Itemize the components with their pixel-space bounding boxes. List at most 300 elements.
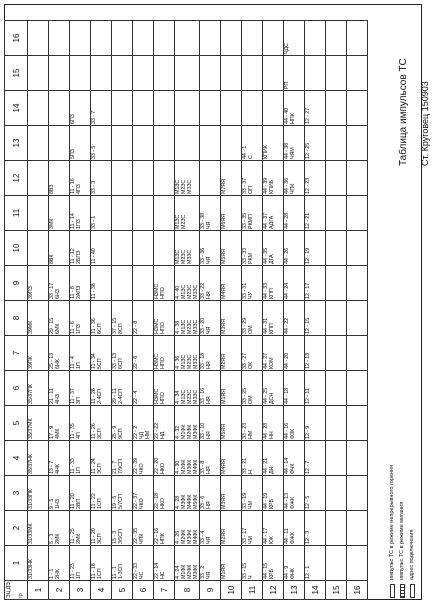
- table-cell: [326, 231, 347, 266]
- table-cell: [91, 231, 112, 266]
- cell-text: М1ЗС: [181, 354, 187, 369]
- cell-text: М3ЗС: [187, 179, 193, 194]
- cell-text: 5СП: [97, 358, 103, 369]
- cell-text: М4ФК: [193, 459, 199, 474]
- cell-text: 11 - 8: [70, 286, 76, 299]
- legend-text: импульс ТС в режиме непрерывного горения: [389, 464, 395, 580]
- table-cell: [175, 371, 200, 406]
- table-cell: [200, 126, 221, 161]
- impulse-table: [4, 20, 368, 600]
- table-cell: [305, 21, 326, 56]
- table-row: [284, 21, 305, 600]
- table-cell: [49, 546, 70, 581]
- table-cell: [175, 441, 200, 476]
- table-cell: [28, 91, 49, 126]
- cell-text: 44 - 23: [263, 422, 269, 439]
- cell-text: 1СП: [97, 568, 103, 579]
- cell-text: М5ЯЯ: [221, 424, 227, 439]
- cell-text: 33 - 13: [112, 352, 118, 369]
- table-cell: [49, 511, 70, 546]
- table-cell: [200, 231, 221, 266]
- cell-text: НЗМС: [154, 353, 160, 369]
- table-cell: [347, 511, 368, 546]
- cell-text: 11 - 1: [112, 566, 118, 579]
- table-row: [326, 21, 347, 600]
- cell-text: 1П: [76, 467, 82, 474]
- cell-text: 44 - 26: [284, 247, 290, 264]
- table-row: [347, 21, 368, 600]
- cell-text: 17 - 9: [49, 425, 55, 439]
- cell-text: 44 - 27: [263, 352, 269, 369]
- table-cell: [326, 546, 347, 581]
- cell-text: НЗМС: [154, 283, 160, 299]
- row-number: 13: [284, 581, 305, 600]
- table-cell: [154, 476, 175, 511]
- table-cell: [221, 91, 242, 126]
- table-cell: [326, 441, 347, 476]
- table-cell: [305, 336, 326, 371]
- table-cell: [284, 441, 305, 476]
- row-number: 3: [70, 581, 91, 600]
- cell-text: М3ЯЯ: [221, 319, 227, 334]
- table-cell: [49, 476, 70, 511]
- cell-text: 12 - 9: [305, 425, 311, 439]
- table-cell: [263, 546, 284, 581]
- table-cell: [326, 21, 347, 56]
- table-cell: [263, 21, 284, 56]
- cell-text: М2ЗС: [187, 389, 193, 404]
- table-cell: [49, 441, 70, 476]
- cell-text: НМ: [248, 430, 254, 439]
- cell-text: 12 - 1: [305, 565, 311, 579]
- table-cell: [49, 231, 70, 266]
- document-title: Таблица импульсов ТС: [398, 58, 409, 166]
- cell-text: 33 - 8: [200, 460, 206, 474]
- cell-text: 12 - 11: [305, 388, 311, 404]
- cell-text: КРБ: [269, 499, 275, 509]
- table-cell: [263, 406, 284, 441]
- cell-text: 1-3СП: [118, 563, 124, 579]
- table-cell: [133, 231, 154, 266]
- cell-text: КРБ: [269, 569, 275, 579]
- cell-text: 11 - 20: [70, 493, 76, 509]
- cell-text: КПИК: [263, 145, 269, 159]
- row-number: 14: [305, 581, 326, 600]
- cell-text: НЯ: [206, 291, 212, 299]
- table-cell: [284, 231, 305, 266]
- cell-text: 19 - 5: [112, 495, 118, 509]
- cell-text: 39ПЗ: [28, 286, 34, 299]
- table-cell: [263, 161, 284, 196]
- cell-text: 44 - 18: [284, 387, 290, 404]
- table-cell: [221, 511, 242, 546]
- table-cell: [70, 126, 91, 161]
- table-cell: [326, 511, 347, 546]
- table-cell: [326, 476, 347, 511]
- row-number: 2: [49, 581, 70, 600]
- cell-text: 31/33ПК: [28, 489, 34, 509]
- table-row: [242, 21, 263, 600]
- cell-text: М3ФК: [187, 459, 193, 474]
- table-cell: [347, 266, 368, 301]
- cell-text: НЗМС: [154, 388, 160, 404]
- table-cell: [70, 441, 91, 476]
- table-cell: [70, 21, 91, 56]
- table-cell: [242, 161, 263, 196]
- table-cell: [200, 546, 221, 581]
- table-cell: [49, 21, 70, 56]
- cell-text: 37 - 15: [112, 317, 118, 334]
- table-cell: [112, 56, 133, 91]
- cell-text: М2ЗС: [187, 319, 193, 334]
- column-header-row: [5, 21, 28, 600]
- cell-text: ЧС: [139, 571, 145, 579]
- table-cell: [284, 406, 305, 441]
- table-cell: [284, 161, 305, 196]
- table-cell: [154, 196, 175, 231]
- table-cell: [175, 91, 200, 126]
- table-cell: [221, 546, 242, 581]
- cell-text: ДН: [269, 466, 275, 474]
- cell-text: 33 - 17: [49, 282, 55, 299]
- table-cell: [326, 336, 347, 371]
- table-cell: [305, 476, 326, 511]
- cell-text: М3ФК: [187, 529, 193, 544]
- table-cell: [305, 441, 326, 476]
- table-cell: [263, 371, 284, 406]
- table-cell: [284, 266, 305, 301]
- table-cell: [200, 161, 221, 196]
- table-cell: [200, 371, 221, 406]
- cell-text: 11 - 24: [91, 458, 97, 474]
- row-number: 4: [91, 581, 112, 600]
- cell-text: 4 - 38: [175, 320, 181, 334]
- table-cell: [175, 56, 200, 91]
- cell-text: ЧМ: [248, 501, 254, 509]
- cell-text: 22 - 22: [154, 422, 160, 439]
- cell-text: 12 - 5: [305, 495, 311, 509]
- cell-text: 44 - 39: [263, 177, 269, 194]
- table-cell: [70, 266, 91, 301]
- table-cell: [28, 56, 49, 91]
- cell-text: 4 - 34: [175, 390, 181, 404]
- cell-text: 44 - 1: [242, 145, 248, 159]
- cell-text: ОК: [248, 361, 254, 369]
- table-cell: [242, 231, 263, 266]
- table-cell: [200, 266, 221, 301]
- table-cell: [221, 371, 242, 406]
- cell-text: 33 - 6: [200, 495, 206, 509]
- cell-text: 11 - 20: [91, 528, 97, 544]
- table-cell: [221, 231, 242, 266]
- row-number: 7: [154, 581, 175, 600]
- cell-text: 22 - 8: [133, 320, 139, 334]
- row-number: 1: [28, 581, 49, 600]
- table-cell: [49, 126, 70, 161]
- table-cell: [200, 21, 221, 56]
- cell-text: 5 - 3: [49, 533, 55, 544]
- table-cell: [305, 301, 326, 336]
- cell-text: 11 - 4: [70, 356, 76, 369]
- table-cell: [284, 476, 305, 511]
- table-cell: [28, 21, 49, 56]
- cell-text: НПК: [160, 533, 166, 544]
- cell-text: 25 - 13: [49, 352, 55, 369]
- cell-text: ЧКО: [139, 463, 145, 474]
- cell-text: 12 - 23: [305, 177, 311, 194]
- column-header: 14: [5, 91, 28, 126]
- cell-text: 4П: [76, 432, 82, 439]
- table-row: [49, 21, 70, 600]
- cell-text: 1П: [76, 572, 82, 579]
- table-cell: [70, 336, 91, 371]
- column-header: 4: [5, 441, 28, 476]
- cell-text: 5ПЗ: [70, 149, 76, 159]
- cell-text: ОМ: [248, 395, 254, 404]
- table-cell: [133, 266, 154, 301]
- table-cell: [91, 511, 112, 546]
- column-header: 3: [5, 476, 28, 511]
- cell-text: 39ПК: [28, 356, 34, 369]
- table-cell: [305, 266, 326, 301]
- table-row: [70, 21, 91, 600]
- cell-text: 1 - 1: [49, 568, 55, 579]
- cell-text: 22 - 20: [154, 457, 160, 474]
- cell-text: 35/37МК: [28, 418, 34, 439]
- cell-text: 44 - 25: [263, 387, 269, 404]
- cell-text: 8ВЗ: [49, 184, 55, 194]
- table-cell: [70, 546, 91, 581]
- corner-cell: [5, 581, 28, 600]
- cell-text: М4ФК: [193, 529, 199, 544]
- cell-text: 12 - 3: [305, 530, 311, 544]
- table-cell: [263, 336, 284, 371]
- cell-text: М2ФК: [187, 424, 193, 439]
- table-cell: [154, 371, 175, 406]
- table-cell: [49, 56, 70, 91]
- cell-text: ЧЯ: [206, 256, 212, 264]
- table-cell: [49, 196, 70, 231]
- cell-text: 44 - 38: [284, 142, 290, 159]
- cell-text: 9 - 5: [49, 498, 55, 509]
- cell-text: КЖ: [269, 536, 275, 544]
- row-number: 12: [263, 581, 284, 600]
- table-cell: [175, 196, 200, 231]
- cell-text: 4 - 36: [175, 355, 181, 369]
- cell-text: 33 - 21: [242, 457, 248, 474]
- table-cell: [305, 196, 326, 231]
- table-cell: [28, 336, 49, 371]
- cell-text: 5/7СП: [118, 494, 124, 509]
- cell-text: 4 - 32: [175, 425, 181, 439]
- cell-text: М3ФК: [193, 564, 199, 579]
- cell-text: 6ПЗ: [70, 114, 76, 124]
- table-cell: [91, 546, 112, 581]
- table-cell: [49, 91, 70, 126]
- cell-text: 44 - 33: [263, 282, 269, 299]
- table-cell: [133, 336, 154, 371]
- cell-text: 44 - 14: [284, 457, 290, 474]
- table-cell: [112, 266, 133, 301]
- table-cell: [49, 406, 70, 441]
- table-cell: [91, 91, 112, 126]
- table-cell: [91, 476, 112, 511]
- table-cell: [91, 196, 112, 231]
- table-cell: [175, 301, 200, 336]
- cell-text: НЯ: [206, 501, 212, 509]
- table-cell: [242, 21, 263, 56]
- cell-text: НН: [269, 431, 275, 439]
- cell-text: 22 - 39: [133, 457, 139, 474]
- cell-text: М2ФК: [181, 529, 187, 544]
- table-cell: [326, 91, 347, 126]
- table-cell: [221, 161, 242, 196]
- cell-text: 22 - 4: [133, 390, 139, 404]
- cell-text: КОМ: [269, 357, 275, 369]
- legend-item-steady: [388, 465, 396, 598]
- table-cell: [91, 336, 112, 371]
- row-number: 10: [221, 581, 242, 600]
- column-header: 12: [5, 161, 28, 196]
- cell-text: М1ЗС: [181, 284, 187, 299]
- table-cell: [70, 476, 91, 511]
- table-cell: [221, 56, 242, 91]
- cell-text: ЧКО: [139, 498, 145, 509]
- table-cell: [242, 546, 263, 581]
- cell-text: 22 - 2: [133, 425, 139, 439]
- legend-swatch-blinking: [400, 584, 405, 598]
- row-number: 15: [326, 581, 347, 600]
- cell-text: 11 - 23: [70, 563, 76, 579]
- table-cell: [263, 476, 284, 511]
- cell-text: НКО: [160, 463, 166, 474]
- cell-text: М3ЗС: [193, 284, 199, 299]
- cell-text: 2АПЗ: [76, 285, 82, 299]
- table-cell: [70, 231, 91, 266]
- cell-text: 35/37ПК: [28, 384, 34, 404]
- cell-text: 15 - 3: [112, 530, 118, 544]
- cell-text: 1СП: [97, 498, 103, 509]
- cell-text: 44 - 19: [263, 492, 269, 509]
- cell-text: 33 - 4: [200, 530, 206, 544]
- cell-text: М5ФК: [193, 494, 199, 509]
- cell-text: М2ЗС: [181, 249, 187, 264]
- cell-text: 3СП: [97, 533, 103, 544]
- cell-text: М2ЯЯ: [221, 529, 227, 544]
- table-cell: [154, 546, 175, 581]
- cell-text: ДГА: [269, 254, 275, 264]
- cell-text: 33 - 1: [91, 215, 97, 229]
- table-cell: [284, 21, 305, 56]
- table-cell: [326, 56, 347, 91]
- cell-text: 21 - 7: [112, 460, 118, 474]
- cell-text: 11 - 6: [70, 321, 76, 334]
- cell-text: 1П: [76, 362, 82, 369]
- table-cell: [347, 21, 368, 56]
- cell-text: ЧЯМ: [290, 147, 296, 159]
- cell-text: ОМ: [248, 325, 254, 334]
- cell-text: 21 - 11: [49, 388, 55, 404]
- table-cell: [347, 161, 368, 196]
- table-cell: [175, 231, 200, 266]
- cell-text: ФНК: [290, 568, 296, 579]
- table-cell: [28, 476, 49, 511]
- cell-text: Н: [248, 470, 254, 474]
- cell-text: ЧЯ: [206, 571, 212, 579]
- cell-text: С: [248, 155, 254, 159]
- column-header: 2: [5, 511, 28, 546]
- cell-text: НПО: [160, 357, 166, 369]
- column-header: 5: [5, 406, 28, 441]
- cell-text: 33 - 29: [242, 317, 248, 334]
- table-cell: [70, 511, 91, 546]
- table-row: [263, 21, 284, 600]
- cell-text: М3ФК: [181, 494, 187, 509]
- table-cell: [154, 21, 175, 56]
- column-header: 9: [5, 266, 28, 301]
- table-cell: [154, 91, 175, 126]
- table-cell: [326, 406, 347, 441]
- table-cell: [112, 21, 133, 56]
- table-cell: [242, 406, 263, 441]
- cell-text: 2БПЗ: [76, 250, 82, 264]
- table-cell: [154, 301, 175, 336]
- cell-text: 44 - 37: [263, 212, 269, 229]
- cell-text: 33 - 22: [200, 282, 206, 299]
- cell-text: М2ЗС: [181, 179, 187, 194]
- row-number: 6: [133, 581, 154, 600]
- cell-text: 3/5СП: [118, 529, 124, 544]
- table-cell: [154, 511, 175, 546]
- table-cell: [175, 511, 200, 546]
- cell-text: 12 - 7: [305, 460, 311, 474]
- cell-text: 44 - 15: [263, 562, 269, 579]
- table-cell: [326, 266, 347, 301]
- table-cell: [112, 441, 133, 476]
- cell-text: 6НЗ: [55, 289, 61, 299]
- table-cell: [70, 56, 91, 91]
- cell-text: НПО: [160, 287, 166, 299]
- cell-text: 33 - 15: [242, 562, 248, 579]
- cell-text: М3ЗС: [193, 354, 199, 369]
- table-cell: [175, 266, 200, 301]
- table-cell: [49, 266, 70, 301]
- cell-text: 1НЗ: [55, 499, 61, 509]
- table-cell: [200, 336, 221, 371]
- cell-text: КПП: [269, 288, 275, 299]
- table-cell: [175, 406, 200, 441]
- cell-text: ЧПК: [139, 533, 145, 544]
- legend-item-address: [408, 530, 416, 598]
- table-cell: [326, 371, 347, 406]
- cell-text: М2ЗС: [187, 284, 193, 299]
- cell-text: М6ЯЯ: [221, 214, 227, 229]
- table-cell: [242, 56, 263, 91]
- table-cell: [49, 371, 70, 406]
- table-cell: [305, 231, 326, 266]
- table-cell: [28, 511, 49, 546]
- cell-text: 12 - 21: [305, 212, 311, 229]
- table-cell: [200, 301, 221, 336]
- cell-text: ФЖК: [290, 497, 296, 509]
- cell-text: М1ЯЯ: [221, 389, 227, 404]
- cell-text: 11 - 25: [70, 528, 76, 544]
- cell-text: 44 - 13: [284, 492, 290, 509]
- corner-top-label: ЭЦ ДЭ: [6, 582, 12, 598]
- cell-text: 4НК: [55, 464, 61, 474]
- cell-text: М1ЗС: [175, 249, 181, 264]
- cell-text: 2-4СП: [118, 388, 124, 404]
